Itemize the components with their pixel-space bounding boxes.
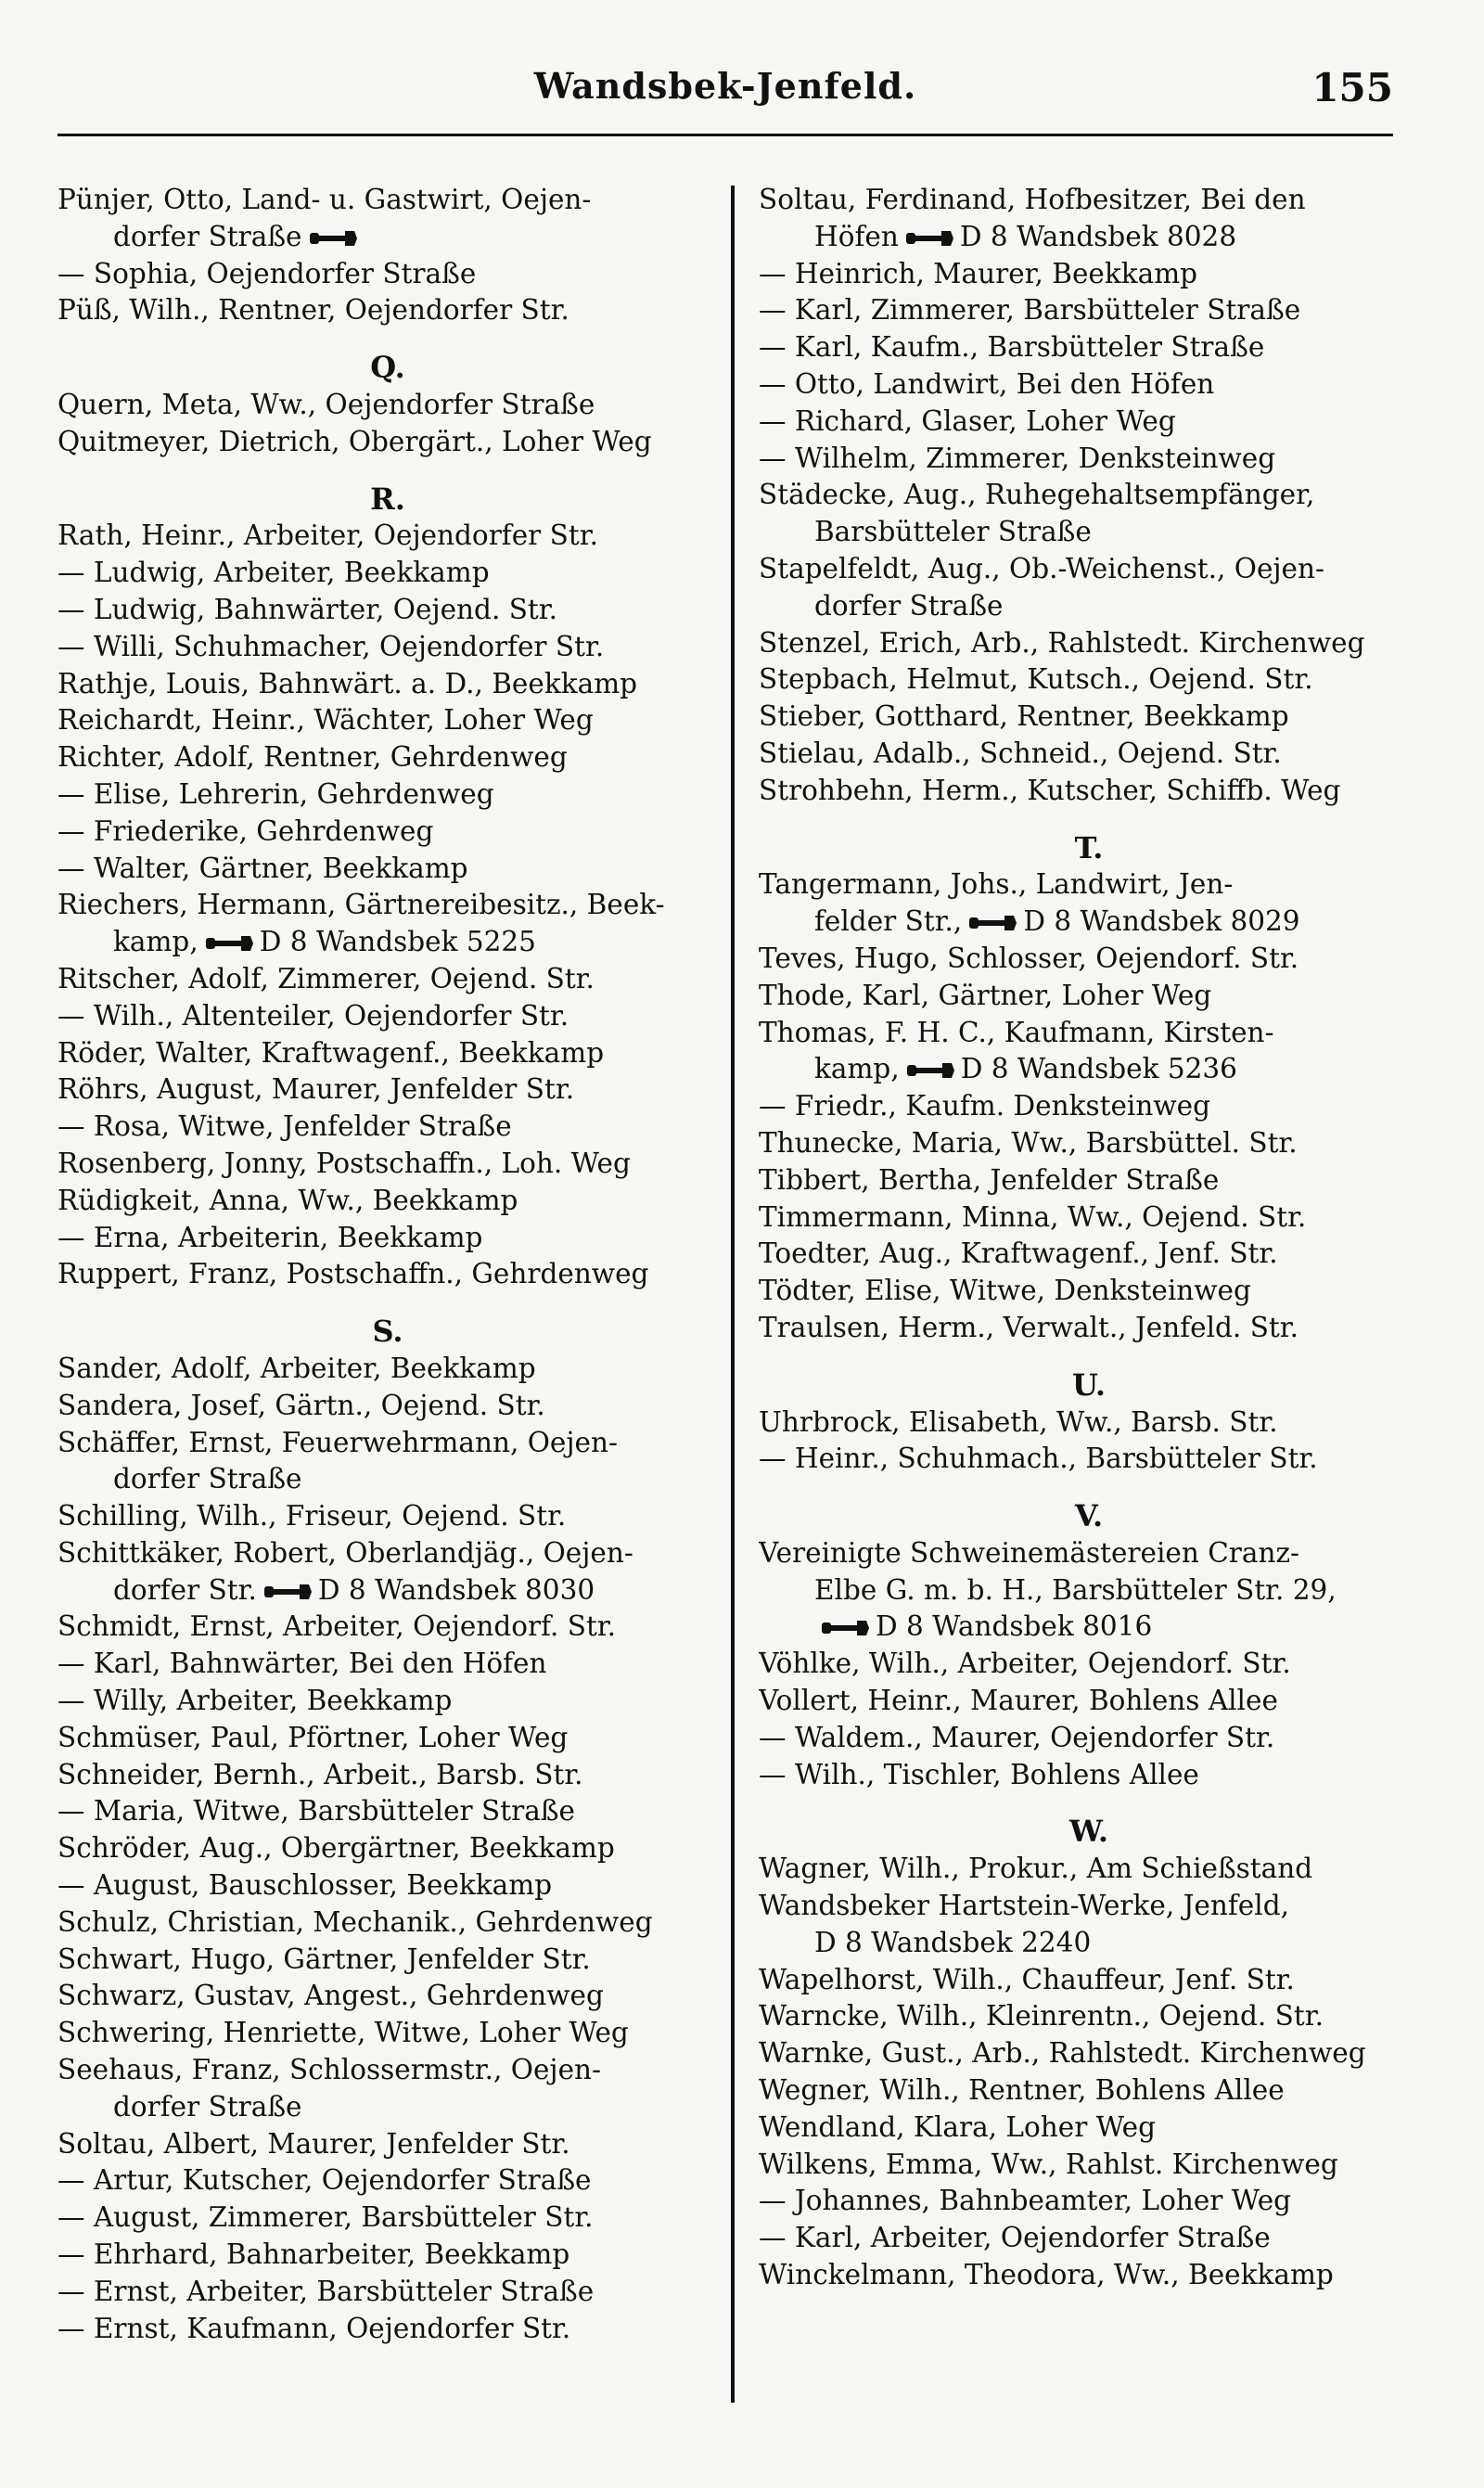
- entry-text: Quern, Meta, Ww., Oejendorfer Straße: [58, 388, 595, 420]
- entry-text: Thode, Karl, Gärtner, Loher Weg: [759, 979, 1212, 1011]
- section-gap: [759, 1793, 1419, 1814]
- entry-text: Wapelhorst, Wilh., Chauffeur, Jenf. Str.: [759, 1963, 1295, 1995]
- entry-text: dorfer Straße: [113, 1463, 302, 1495]
- entry-text: Seehaus, Franz, Schlossermstr., Oejen-: [58, 2054, 601, 2086]
- directory-entry: [58, 518, 718, 555]
- entry-text: D 8 Wandsbek 5225: [259, 926, 536, 958]
- directory-entry: [759, 182, 1419, 219]
- directory-entry: [58, 1572, 718, 1610]
- directory-entry: [58, 2052, 718, 2089]
- directory-entry: [759, 1125, 1419, 1162]
- directory-entry: [58, 1220, 718, 1257]
- directory-entry: [759, 661, 1419, 699]
- directory-entry: [58, 629, 718, 666]
- directory-entry: [58, 555, 718, 592]
- entry-text: Stepbach, Helmut, Kutsch., Oejend. Str.: [759, 663, 1313, 696]
- entry-text: Toedter, Aug., Kraftwagenf., Jenf. Str.: [759, 1238, 1278, 1270]
- entry-text: Stieber, Gotthard, Rentner, Beekkamp: [759, 700, 1289, 733]
- directory-entry: [759, 2257, 1419, 2294]
- directory-entry: [58, 1867, 718, 1904]
- directory-entry: [58, 1388, 718, 1425]
- entries-t: [759, 866, 1419, 1346]
- directory-entry: [759, 1683, 1419, 1720]
- directory-entry: [759, 2147, 1419, 2184]
- entries-u: [759, 1404, 1419, 1479]
- directory-entry: [58, 2089, 718, 2126]
- entry-text: Ruppert, Franz, Postschaffn., Gehrdenweg: [58, 1258, 649, 1290]
- entry-text: Schäffer, Ernst, Feuerwehrmann, Oejen-: [58, 1426, 618, 1458]
- directory-entry: [58, 182, 718, 219]
- entry-text: — Friedr., Kaufm. Denksteinweg: [759, 1090, 1210, 1122]
- entry-text: Ritscher, Adolf, Zimmerer, Oejend. Str.: [58, 962, 595, 994]
- entry-text: — Willi, Schuhmacher, Oejendorfer Str.: [58, 630, 605, 662]
- entries-q: [58, 387, 718, 461]
- entry-text: Tangermann, Johs., Landwirt, Jen-: [759, 868, 1234, 901]
- directory-entry: [58, 1904, 718, 1942]
- directory-entry: [58, 702, 718, 739]
- directory-entry: [759, 699, 1419, 736]
- entry-text: Soltau, Albert, Maurer, Jenfelder Str.: [58, 2127, 570, 2160]
- page-number: 155: [1311, 65, 1393, 110]
- entry-text: — Karl, Kaufm., Barsbütteler Straße: [759, 331, 1265, 364]
- directory-entry: [58, 1256, 718, 1293]
- entry-text: dorfer Straße: [113, 2090, 302, 2122]
- section-gap: [759, 1347, 1419, 1367]
- entry-text: — Karl, Zimmerer, Barsbütteler Straße: [759, 294, 1301, 327]
- directory-entry: [58, 219, 718, 256]
- entry-text: Stenzel, Erich, Arb., Rahlstedt. Kirchenweg: [759, 626, 1365, 659]
- directory-entry: [58, 814, 718, 851]
- entry-text: — Willy, Arbeiter, Beekkamp: [58, 1685, 453, 1717]
- entry-text: — Sophia, Oejendorfer Straße: [58, 257, 477, 289]
- entry-text: Stapelfeldt, Aug., Ob.-Weichenst., Oejen-: [759, 552, 1324, 584]
- directory-entry: [759, 1851, 1419, 1888]
- entry-text: Sandera, Josef, Gärtn., Oejend. Str.: [58, 1389, 545, 1421]
- directory-entry: [759, 941, 1419, 978]
- directory-entry: [759, 1998, 1419, 2035]
- entry-text: Vöhlke, Wilh., Arbeiter, Oejendorf. Str.: [759, 1648, 1291, 1680]
- entry-text: — Wilh., Tischler, Bohlens Allee: [759, 1758, 1199, 1790]
- directory-entry: [58, 1351, 718, 1388]
- entry-text: Sander, Adolf, Arbeiter, Beekkamp: [58, 1352, 536, 1384]
- entry-text: Rath, Heinr., Arbeiter, Oejendorfer Str.: [58, 519, 598, 552]
- entry-text: kamp,: [113, 926, 198, 958]
- directory-entry: [759, 1572, 1419, 1610]
- header-rule: [58, 134, 1393, 136]
- directory-entry: [759, 1609, 1419, 1646]
- entry-text: Wilkens, Emma, Ww., Rahlst. Kirchenweg: [759, 2148, 1338, 2180]
- entry-text: Rathje, Louis, Bahnwärt. a. D., Beekkamp: [58, 667, 638, 699]
- entry-text: Tibbert, Bertha, Jenfelder Straße: [759, 1163, 1220, 1196]
- entry-text: D 8 Wandsbek 8030: [317, 1573, 595, 1606]
- entry-text: Timmermann, Minna, Ww., Oejend. Str.: [759, 1200, 1307, 1233]
- entry-text: Reichardt, Heinr., Wächter, Loher Weg: [58, 704, 594, 737]
- directory-entry: [759, 866, 1419, 904]
- entry-text: — Erna, Arbeiterin, Beekkamp: [58, 1221, 483, 1253]
- entry-text: Städecke, Aug., Ruhegehaltsempfänger,: [759, 479, 1315, 511]
- entry-text: — Walter, Gärtner, Beekkamp: [58, 852, 468, 884]
- entry-text: Rüdigkeit, Anna, Ww., Beekkamp: [58, 1184, 518, 1216]
- directory-entry: [58, 387, 718, 424]
- entry-text: — Rosa, Witwe, Jenfelder Straße: [58, 1110, 512, 1143]
- directory-entry: [759, 773, 1419, 810]
- directory-entry: [759, 477, 1419, 514]
- entry-text: — Johannes, Bahnbeamter, Loher Weg: [759, 2185, 1292, 2217]
- entry-text: Schittkäker, Robert, Oberlandjäg., Oejen-: [58, 1536, 633, 1569]
- entry-text: dorfer Str.: [113, 1573, 257, 1606]
- entry-text: — Ehrhard, Bahnarbeiter, Beekkamp: [58, 2238, 570, 2271]
- entry-text: — Heinr., Schuhmach., Barsbütteler Str.: [759, 1443, 1318, 1475]
- entry-text: Rosenberg, Jonny, Postschaffn., Loh. Weg: [58, 1147, 631, 1179]
- directory-entry: [58, 1183, 718, 1220]
- directory-entry: [58, 2015, 718, 2052]
- entry-text: Winckelmann, Theodora, Ww., Beekkamp: [759, 2259, 1334, 2291]
- entry-text: Schmidt, Ernst, Arbeiter, Oejendorf. Str.: [58, 1610, 617, 1643]
- entry-text: dorfer Straße: [814, 589, 1004, 622]
- entry-text: — Ludwig, Arbeiter, Beekkamp: [58, 557, 490, 589]
- right-column: [759, 182, 1419, 2294]
- column-divider: [731, 186, 735, 2403]
- directory-entry: [58, 851, 718, 888]
- entry-text: Püß, Wilh., Rentner, Oejendorfer Str.: [58, 294, 569, 327]
- entry-text: — Karl, Bahnwärter, Bei den Höfen: [58, 1648, 547, 1680]
- directory-entry: [759, 904, 1419, 941]
- entry-text: — Artur, Kutscher, Oejendorfer Straße: [58, 2164, 592, 2197]
- directory-entry: [58, 2274, 718, 2311]
- entry-text: — Ernst, Kaufmann, Oejendorfer Str.: [58, 2312, 571, 2344]
- entry-text: Soltau, Ferdinand, Hofbesitzer, Bei den: [759, 184, 1306, 215]
- section-letter-v: V.: [1074, 1498, 1104, 1534]
- telephone-icon: [905, 1059, 955, 1082]
- directory-entry: [759, 329, 1419, 366]
- section-letter-s: S.: [372, 1314, 403, 1350]
- entry-text: Schwering, Henriette, Witwe, Loher Weg: [58, 2017, 629, 2049]
- entry-text: — August, Bauschlosser, Beekkamp: [58, 1869, 553, 1902]
- directory-entry: [58, 924, 718, 961]
- entry-text: Riechers, Hermann, Gärtnereibesitz., Beek-: [58, 889, 665, 921]
- entry-text: kamp,: [814, 1053, 900, 1085]
- entry-text: Uhrbrock, Elisabeth, Ww., Barsb. Str.: [759, 1405, 1278, 1438]
- entry-text: Quitmeyer, Dietrich, Obergärt., Loher Weg: [58, 425, 652, 457]
- directory-entry: [759, 292, 1419, 329]
- telephone-icon: [308, 227, 358, 250]
- left-column: [58, 182, 718, 2347]
- entries-p: [58, 182, 718, 329]
- entry-text: — Elise, Lehrerin, Gehrdenweg: [58, 777, 494, 810]
- entry-text: D 8 Wandsbek 2240: [814, 1926, 1092, 1958]
- directory-entry: [759, 1310, 1419, 1347]
- entry-text: — Wilh., Altenteiler, Oejendorfer Str.: [58, 999, 569, 1032]
- directory-entry: [759, 366, 1419, 404]
- directory-entry: [58, 1146, 718, 1183]
- entry-text: D 8 Wandsbek 8029: [1023, 905, 1300, 938]
- entry-text: Warnke, Gust., Arb., Rahlstedt. Kirchenweg: [759, 2037, 1366, 2070]
- directory-entry: [58, 292, 718, 329]
- directory-entry: [759, 1888, 1419, 1925]
- entries-v: [759, 1535, 1419, 1794]
- directory-entry: [58, 961, 718, 998]
- section-gap: [58, 1293, 718, 1314]
- section-gap: [58, 461, 718, 481]
- entry-text: Richter, Adolf, Rentner, Gehrdenweg: [58, 741, 568, 774]
- directory-entry: [759, 2110, 1419, 2147]
- directory-entry: [58, 2199, 718, 2237]
- entry-text: Stielau, Adalb., Schneid., Oejend. Str.: [759, 737, 1282, 769]
- telephone-icon: [820, 1617, 870, 1639]
- entry-text: — Heinrich, Maurer, Beekkamp: [759, 257, 1198, 289]
- directory-entry: [58, 1683, 718, 1720]
- directory-entry: [58, 1498, 718, 1535]
- directory-entry: [58, 424, 718, 461]
- directory-entry: [58, 1757, 718, 1794]
- directory-entry: [759, 514, 1419, 551]
- directory-entry: [58, 1942, 718, 1979]
- entry-text: Warncke, Wilh., Kleinrentn., Oejend. Str.: [759, 2000, 1324, 2033]
- entry-text: D 8 Wandsbek 8016: [876, 1610, 1153, 1643]
- entry-text: Elbe G. m. b. H., Barsbütteler Str. 29,: [814, 1573, 1337, 1606]
- directory-entry: [58, 1793, 718, 1830]
- directory-entry: [759, 1646, 1419, 1683]
- directory-entry: [759, 551, 1419, 588]
- directory-entry: [759, 2183, 1419, 2220]
- directory-entry: [58, 887, 718, 924]
- entry-text: — Karl, Arbeiter, Oejendorfer Straße: [759, 2222, 1271, 2254]
- directory-entry: [759, 1088, 1419, 1125]
- directory-entry: [58, 256, 718, 293]
- section-letter-w: W.: [1068, 1814, 1109, 1850]
- section-letter-u: U.: [1071, 1366, 1107, 1403]
- section-gap: [759, 1478, 1419, 1498]
- entry-text: — Wilhelm, Zimmerer, Denksteinweg: [759, 442, 1276, 474]
- directory-entry: [58, 2162, 718, 2199]
- directory-entry: [759, 219, 1419, 256]
- section-letter-t: T.: [1074, 829, 1104, 866]
- directory-entry: [759, 2072, 1419, 2110]
- entry-text: Vereinigte Schweinemästereien Cranz-: [759, 1536, 1299, 1569]
- directory-entry: [759, 625, 1419, 662]
- entry-text: Strohbehn, Herm., Kutscher, Schiffb. Weg: [759, 774, 1341, 806]
- directory-entry: [58, 739, 718, 776]
- section-gap: [58, 329, 718, 350]
- directory-entry: [58, 1720, 718, 1757]
- directory-entry: [58, 776, 718, 814]
- directory-entry: [759, 1236, 1419, 1273]
- directory-entry: [759, 1162, 1419, 1199]
- page-header: [58, 65, 1393, 124]
- entry-text: — Otto, Landwirt, Bei den Höfen: [759, 367, 1215, 400]
- directory-entry: [759, 2035, 1419, 2072]
- entry-text: — Maria, Witwe, Barsbütteler Straße: [58, 1795, 575, 1828]
- entries-s-continued: [759, 182, 1419, 810]
- entry-text: Schilling, Wilh., Friseur, Oejend. Str.: [58, 1500, 567, 1533]
- entry-text: felder Str.,: [814, 905, 963, 938]
- entry-text: D 8 Wandsbek 5236: [960, 1053, 1237, 1085]
- entry-text: Röder, Walter, Kraftwagenf., Beekkamp: [58, 1036, 605, 1069]
- entries-w: [759, 1851, 1419, 2294]
- entry-text: — Friederike, Gehrdenweg: [58, 814, 434, 847]
- entry-text: dorfer Straße: [113, 220, 302, 252]
- telephone-icon: [904, 227, 954, 250]
- directory-entry: [58, 1071, 718, 1109]
- directory-entry: [759, 1051, 1419, 1088]
- directory-entry: [58, 1978, 718, 2015]
- directory-entry: [58, 1109, 718, 1146]
- directory-entry: [759, 978, 1419, 1015]
- directory-entry: [58, 2311, 718, 2348]
- entry-text: Schwarz, Gustav, Angest., Gehrdenweg: [58, 1980, 604, 2012]
- directory-entry: [759, 1925, 1419, 1962]
- directory-entry: [759, 1199, 1419, 1237]
- entry-text: Thomas, F. H. C., Kaufmann, Kirsten-: [759, 1016, 1274, 1048]
- entry-text: Röhrs, August, Maurer, Jenfelder Str.: [58, 1073, 575, 1106]
- entries-r: [58, 518, 718, 1293]
- entry-text: Schneider, Bernh., Arbeit., Barsb. Str.: [58, 1758, 583, 1790]
- section-letter-q: Q.: [370, 350, 405, 386]
- entry-text: Wegner, Wilh., Rentner, Bohlens Allee: [759, 2074, 1285, 2107]
- directory-entry: [759, 1535, 1419, 1572]
- directory-entry: [759, 588, 1419, 625]
- entry-text: — Waldem., Maurer, Oejendorfer Str.: [759, 1721, 1275, 1753]
- directory-entry: [58, 2237, 718, 2274]
- directory-entry: [58, 1830, 718, 1867]
- directory-entry: [58, 1609, 718, 1646]
- directory-entry: [58, 1461, 718, 1498]
- directory-entry: [58, 1535, 718, 1572]
- telephone-icon: [262, 1581, 313, 1603]
- telephone-icon: [204, 932, 254, 955]
- directory-entry: [58, 998, 718, 1035]
- directory-entry: [759, 1720, 1419, 1757]
- entry-text: Wagner, Wilh., Prokur., Am Schießstand: [759, 1853, 1313, 1885]
- directory-entry: [58, 1646, 718, 1683]
- directory-entry: [759, 736, 1419, 773]
- directory-entry: [58, 2126, 718, 2163]
- entry-text: — Richard, Glaser, Loher Weg: [759, 404, 1176, 437]
- directory-entry: [759, 2220, 1419, 2257]
- directory-entry: [759, 1441, 1419, 1478]
- section-gap: [759, 810, 1419, 830]
- directory-entry: [58, 1425, 718, 1462]
- entry-text: Höfen: [814, 220, 899, 252]
- entry-text: Barsbütteler Straße: [814, 516, 1092, 548]
- entry-text: Tödter, Elise, Witwe, Denksteinweg: [759, 1275, 1251, 1307]
- entry-text: Pünjer, Otto, Land- u. Gastwirt, Oejen-: [58, 184, 592, 215]
- directory-entry: [759, 1015, 1419, 1052]
- entry-text: Wendland, Klara, Loher Weg: [759, 2110, 1156, 2143]
- telephone-icon: [967, 912, 1017, 934]
- entry-text: D 8 Wandsbek 8028: [959, 220, 1237, 252]
- entry-text: Thunecke, Maria, Ww., Barsbüttel. Str.: [759, 1126, 1298, 1159]
- directory-entry: [759, 404, 1419, 441]
- entry-text: Teves, Hugo, Schlosser, Oejendorf. Str.: [759, 942, 1299, 974]
- entry-text: — August, Zimmerer, Barsbütteler Str.: [58, 2201, 594, 2234]
- directory-entry: [759, 1757, 1419, 1794]
- directory-entry: [759, 441, 1419, 478]
- entry-text: — Ernst, Arbeiter, Barsbütteler Straße: [58, 2275, 595, 2307]
- running-title: Wandsbek-Jenfeld.: [533, 65, 917, 107]
- directory-entry: [759, 1273, 1419, 1310]
- entry-text: — Ludwig, Bahnwärter, Oejend. Str.: [58, 593, 557, 625]
- entry-text: Schwart, Hugo, Gärtner, Jenfelder Str.: [58, 1943, 591, 1975]
- directory-entry: [759, 1962, 1419, 1999]
- entries-s: [58, 1351, 718, 2348]
- entry-text: Traulsen, Herm., Verwalt., Jenfeld. Str.: [759, 1311, 1298, 1343]
- directory-entry: [58, 666, 718, 703]
- directory-entry: [58, 592, 718, 629]
- entry-text: Schulz, Christian, Mechanik., Gehrdenweg: [58, 1905, 653, 1938]
- directory-entry: [759, 1404, 1419, 1442]
- entry-text: Schröder, Aug., Obergärtner, Beekkamp: [58, 1832, 615, 1865]
- entry-text: Schmüser, Paul, Pförtner, Loher Weg: [58, 1721, 569, 1753]
- section-letter-r: R.: [370, 481, 405, 517]
- entry-text: Wandsbeker Hartstein-Werke, Jenfeld,: [759, 1890, 1289, 1922]
- directory-entry: [759, 256, 1419, 293]
- directory-entry: [58, 1035, 718, 1072]
- entry-text: Vollert, Heinr., Maurer, Bohlens Allee: [759, 1685, 1278, 1717]
